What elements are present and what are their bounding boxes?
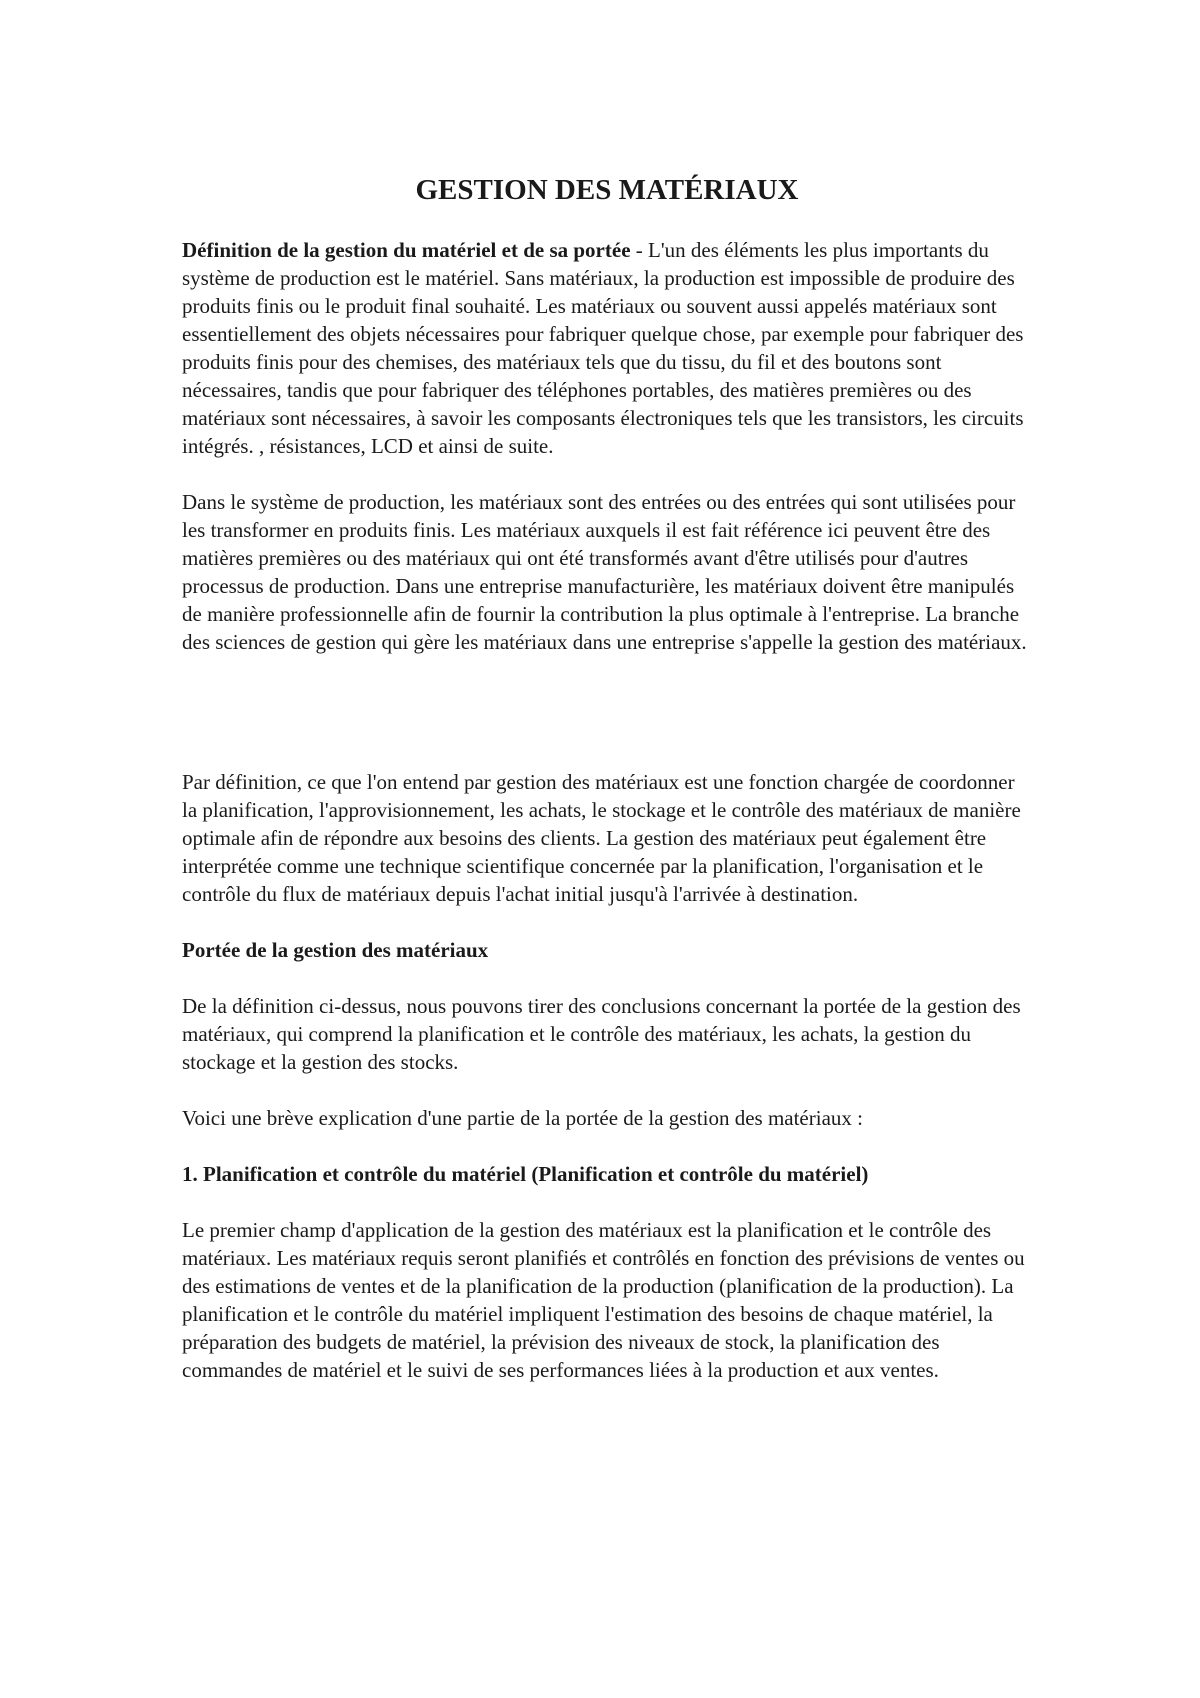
blank-space (182, 684, 1032, 768)
intro-text: L'un des éléments les plus importants du système de production est le matériel. Sans matériaux, la production est impossible de produire des produits finis ou le produit final souhaité. Les matériaux ou souvent aussi appelés matériaux sont essentiellement des objets nécessaires pour fabriquer quelque chose, par exemple pour fabriquer des produits finis pour des chemises, des matériaux tels que du tissu, du fil et des boutons sont nécessaires, tandis que pour fabriquer des téléphones portables, des matières premières ou des matériaux sont nécessaires, à savoir les composants électroniques tels que les transistors, les circuits intégrés. , résistances, LCD et ainsi de suite. (182, 238, 1024, 458)
paragraph-scope-conclusion: De la définition ci-dessus, nous pouvons tirer des conclusions concernant la portée de la gestion des matériaux, qui comprend la planification et le contrôle des matériaux, les achats, la gestion du stockage et la gestion des stocks. (182, 994, 1021, 1074)
paragraph-production-system: Dans le système de production, les matériaux sont des entrées ou des entrées qui sont utilisées pour les transformer en produits finis. Les matériaux auxquels il est fait référence ici peuvent être des matières premières ou des matériaux qui ont été transformés avant d'être utilisés pour d'autres processus de production. Dans une entreprise manufacturière, les matériaux doivent être manipulés de manière professionnelle afin de fournir la contribution la plus optimale à l'entreprise. La branche des sciences de gestion qui gère les matériaux dans une entreprise s'appelle la gestion des matériaux. (182, 490, 1027, 654)
paragraph-definition: Par définition, ce que l'on entend par gestion des matériaux est une fonction chargée de coordonner la planification, l'approvisionnement, les achats, le stockage et le contrôle des matériaux de manière optimale afin de répondre aux besoins des clients. La gestion des matériaux peut également être interprétée comme une technique scientifique concernée par la planification, l'organisation et le contrôle du flux de matériaux depuis l'achat initial jusqu'à l'arrivée à destination. (182, 770, 1021, 906)
intro-paragraph (182, 236, 1032, 460)
intro-separator: - (630, 238, 649, 262)
heading-scope: Portée de la gestion des matériaux (182, 938, 489, 962)
intro-lead: Définition de la gestion du matériel et de sa portée (182, 238, 631, 262)
document-body (182, 172, 1032, 1412)
paragraph-planning-control: Le premier champ d'application de la gestion des matériaux est la planification et le contrôle des matériaux. Les matériaux requis seront planifiés et contrôlés en fonction des prévisions de ventes ou des estimations de ventes et de la planification de la production (planification de la production). La planification et le contrôle du matériel impliquent l'estimation des besoins de chaque matériel, la préparation des budgets de matériel, la prévision des niveaux de stock, la planification des commandes de matériel et le suivi de ses performances liées à la production et aux ventes. (182, 1218, 1025, 1382)
heading-planning-control: 1. Planification et contrôle du matériel (Planification et contrôle du matériel) (182, 1162, 869, 1186)
paragraph-brief-explanation: Voici une brève explication d'une partie de la portée de la gestion des matériaux : (182, 1106, 863, 1130)
document-title: GESTION DES MATÉRIAUX (415, 174, 799, 206)
